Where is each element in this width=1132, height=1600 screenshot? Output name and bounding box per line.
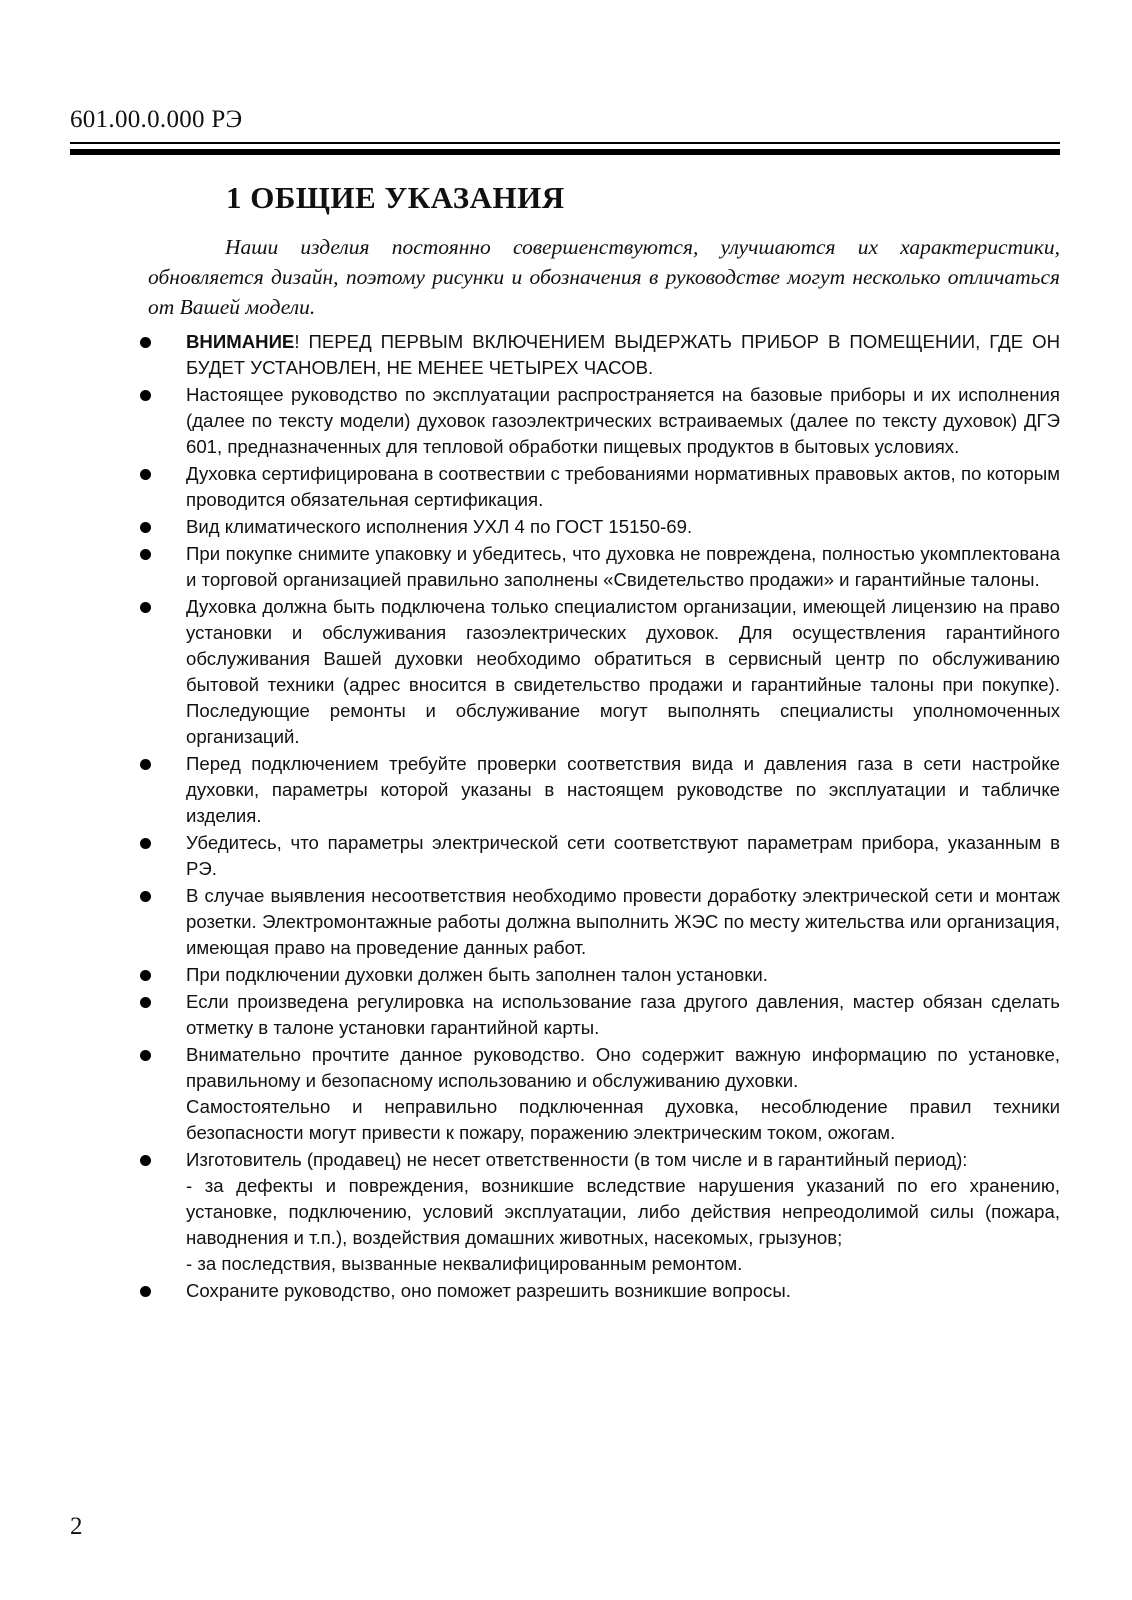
list-item [140,883,1060,961]
list-item [140,461,1060,513]
list-item-text: Изготовитель (продавец) не несет ответственности (в том числе и в гарантийный период): [186,1149,968,1170]
bullet-icon [140,1286,151,1297]
list-item [140,1278,1060,1304]
list-item-text: При покупке снимите упаковку и убедитесь, что духовка не повреждена, полностью укомплектована и торговой организацией правильно заполнены «Свидетельство продажи» и гарантийные талоны. [186,543,1060,590]
bullet-icon [140,759,151,770]
list-item [140,541,1060,593]
bullet-icon [140,970,151,981]
bullet-icon [140,390,151,401]
bullet-icon [140,838,151,849]
list-item-text: В случае выявления несоответствия необходимо провести доработку электрической сети и монтаж розетки. Электромонтажные работы должна выполнить ЖЭС по месту жительства или организация, имеющая право на проведение данных работ. [186,885,1060,958]
header-rule-thin [70,142,1060,144]
list-item-text: Убедитесь, что параметры электрической сети соответствуют параметрам прибора, указанным в РЭ. [186,832,1060,879]
list-item-text: Духовка должна быть подключена только специалистом организации, имеющей лицензию на право установки и обслуживания газоэлектрических духовок. Для осуществления гарантийного обслуживания Вашей духовки необходимо обратиться в сервисный центр по обслуживанию бытовой техники (адрес вносится в свидетельство продажи и гарантийные талоны при покупке). Последующие ремонты и обслуживание могут выполнять специалисты уполномоченных организаций. [186,596,1060,747]
list-item-text: Настоящее руководство по эксплуатации распространяется на базовые приборы и их исполнения (далее по тексту модели) духовок газоэлектрических встраиваемых (далее по тексту духовок) ДГЭ 601, предназначенных для тепловой обработки пищевых продуктов в бытовых условиях. [186,384,1060,457]
list-item [140,594,1060,750]
bullet-icon [140,522,151,533]
list-item [140,329,1060,381]
list-item [140,751,1060,829]
list-item-subclause: - за дефекты и повреждения, возникшие вследствие нарушения указаний по его хранению, установке, подключению, условий эксплуатации, либо действия непреодолимой силы (пожара, наводнения и т.п.), воздействия домашних животных, насекомых, грызунов; [186,1175,1060,1248]
bullet-icon [140,997,151,1008]
list-item [140,830,1060,882]
list-item [140,1147,1060,1277]
bullet-icon [140,602,151,613]
list-item [140,962,1060,988]
list-item-text: Если произведена регулировка на использование газа другого давления, мастер обязан сделать отметку в талоне установки гарантийной карты. [186,991,1060,1038]
intro-paragraph: Наши изделия постоянно совершенствуются, улучшаются их характеристики, обновляется дизайн, поэтому рисунки и обозначения в руководстве могут несколько отличаться от Вашей модели. [148,235,1060,319]
instructions-list [140,329,1060,1305]
list-item-text: Внимательно прочтите данное руководство. Оно содержит важную информацию по установке, правильному и безопасному использованию и обслуживанию духовки. [186,1044,1060,1091]
bullet-icon [140,469,151,480]
list-item [140,514,1060,540]
list-item [140,382,1060,460]
bullet-icon [140,549,151,560]
warning-label: ВНИМАНИЕ [186,331,295,352]
list-item-subclause: - за последствия, вызванные неквалифицированным ремонтом. [186,1253,743,1274]
list-item [140,989,1060,1041]
list-item-text: Сохраните руководство, оно поможет разрешить возникшие вопросы. [186,1280,791,1301]
list-item-text: Вид климатического исполнения УХЛ 4 по ГОСТ 15150-69. [186,516,693,537]
bullet-icon [140,1050,151,1061]
document-code: 601.00.0.000 РЭ [70,106,243,133]
list-item-text: При подключении духовки должен быть заполнен талон установки. [186,964,768,985]
page-number: 2 [70,1513,83,1540]
bullet-icon [140,891,151,902]
bullet-icon [140,1155,151,1166]
header-rule-thick [70,149,1060,155]
list-item-text: Духовка сертифицирована в соотвествии с требованиями нормативных правовых актов, по которым проводится обязательная сертификация. [186,463,1060,510]
list-item-continuation: Самостоятельно и неправильно подключенная духовка, несоблюдение правил техники безопасности могут привести к пожару, поражению электрическим током, ожогам. [186,1096,1060,1143]
section-title: 1 ОБЩИЕ УКАЗАНИЯ [226,180,565,215]
list-item-text: Перед подключением требуйте проверки соответствия вида и давления газа в сети настройке духовки, параметры которой указаны в настоящем руководстве по эксплуатации и табличке изделия. [186,753,1060,826]
bullet-icon [140,337,151,348]
list-item-text: ! ПЕРЕД ПЕРВЫМ ВКЛЮЧЕНИЕМ ВЫДЕРЖАТЬ ПРИБОР В ПОМЕЩЕНИИ, ГДЕ ОН БУДЕТ УСТАНОВЛЕН, НЕ МЕНЕЕ ЧЕТЫРЕХ ЧАСОВ. [186,331,1060,378]
list-item [140,1042,1060,1146]
